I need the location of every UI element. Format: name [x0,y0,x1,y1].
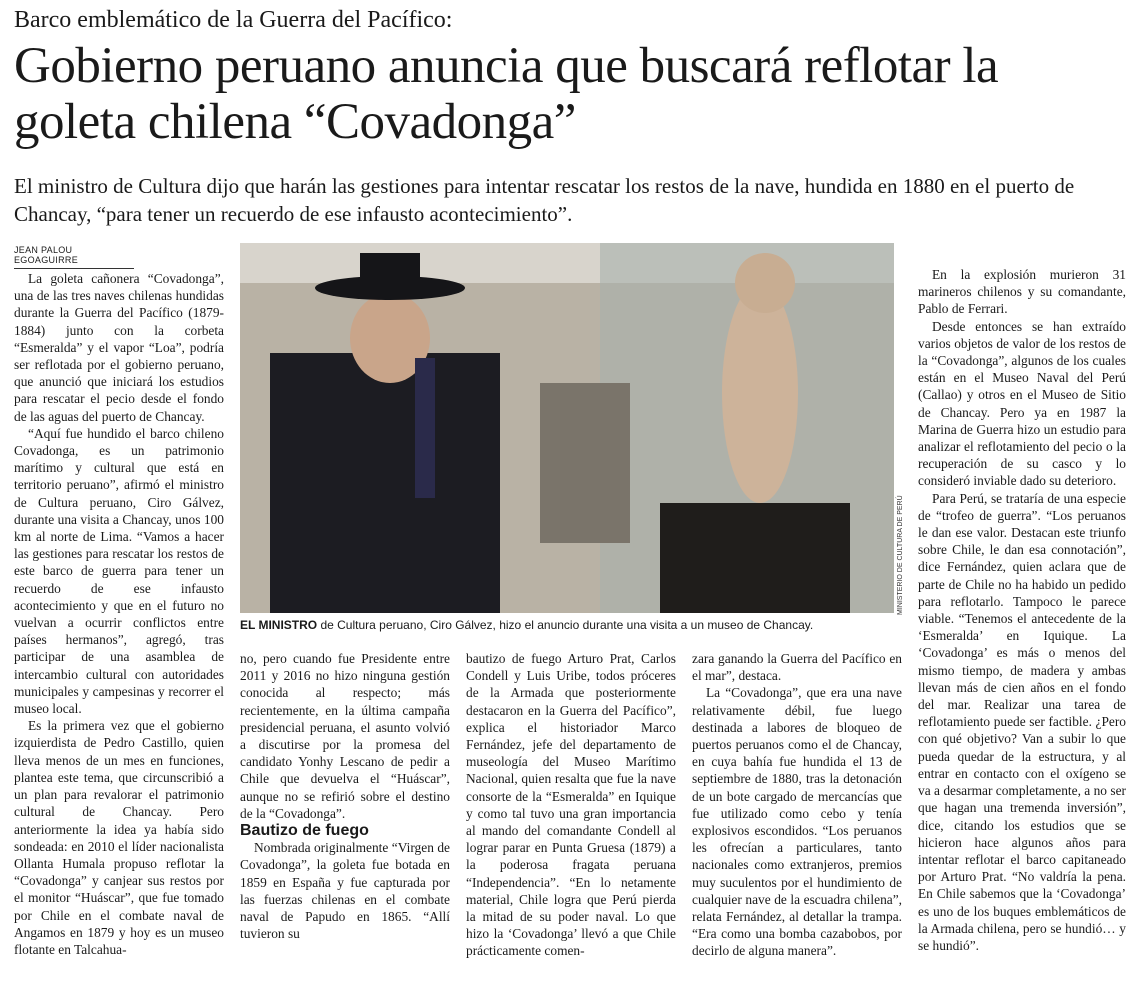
paragraph: Desde entonces se han extraído varios objetos de valor de los restos de la “Covadonga”, algunos de los cuales están en el Museo Naval del Perú (Callao) y otros en el Museo de Sitio de Chancay. Pero ya en 1987 la Marina de Guerra hizo un estudio para analizar el reflotamiento del pecio o la recuperación de su casco y lo consideró inviable dado su deterioro. [918,318,1126,489]
byline: JEAN PALOU EGOAGUIRRE [14,245,134,269]
photo-caption [240,617,900,633]
column-5 [918,266,1126,954]
paragraph: En la explosión murieron 31 marineros chilenos y su comandante, Pablo de Ferrari. [918,267,1126,317]
museum-photo [240,243,894,613]
caption-text: de Cultura peruano, Ciro Gálvez, hizo el anuncio durante una visita a un museo de Chancay. [317,618,814,632]
headline: Gobierno peruano anuncia que buscará reflotar la goleta chilena “Covadonga” [14,38,999,150]
paragraph: bautizo de fuego Arturo Prat, Carlos Condell y Luis Uribe, todos próceres de la Armada que posteriormente destacaron en la Guerra del Pacífico”, explica el historiador Marco Fernández, jefe del departamento de museología del Museo Marítimo Nacional, quien resalta que fue la nave consorte de la “Esmeralda” en Iquique y como tal tuvo una gran importancia al mando del comandante Condell al lograr parar en Punta Gruesa (1879) a la poderosa fragata peruana “Independencia”. “En lo netamente material, Chile logra que Perú pierda la mitad de su poder naval. Lo que hizo la ‘Covadonga’ llevó a que Chile prácticamente comen- [466,651,676,959]
column-3 [466,650,676,960]
kicker: Barco emblemático de la Guerra del Pacífico: [14,7,453,33]
subhead: Bautizo de fuego [240,822,369,840]
paragraph: La goleta cañonera “Covadonga”, una de las tres naves chilenas hundidas durante la Guerra del Pacífico (1879-1884) junto con la corbeta “Esmeralda” y el vapor “Loa”, podría ser reflotada por el gobierno peruano, que anunció que iniciará los estudios para rescatar el pecio desde el fondo de las aguas del puerto de Chancay. [14,271,224,424]
paragraph: Nombrada originalmente “Virgen de Covadonga”, la goleta fue botada en 1859 en España y fue capturada por las fuerzas chilenas en el combate naval de Papudo en 1865. “Allí tuvieron su [240,840,450,942]
paragraph: no, pero cuando fue Presidente entre 2011 y 2016 no hizo ninguna gestión conocida al respecto; más recientemente, en la última campaña presidencial peruana, el asunto volvió a discutirse por la promesa del candidato Yonhy Lescano de pedir a Chile que devuelva el “Huáscar”, aunque no se refirió sobre el destino de la “Covadonga”. [240,651,450,821]
photo-illustration [240,243,894,613]
paragraph: Para Perú, se trataría de una especie de “trofeo de guerra”. “Los peruanos le dan ese valor. Destacan este triunfo sobre Chile, le dan esa connotación”, dice Fernández, quien aclara que de parte de Chile no ha habido un pedido para reflotarlo. Tampoco le parece viable. “Tenemos el antecedente de la ‘Esmeralda’ en Iquique. La ‘Covadonga’ es más o menos del mismo tiempo, de madera y ambas llevan más de cien años en el fondo del mar. Realizar una tarea de reflotamiento puede ser factible. ¿Pero con qué objetivo? Van a subir lo que pueda quedar de la estructura, y al entrar en contacto con el oxígeno se va a desarmar completamente, a no ser que hagan una tremenda inversión”, dice, citando los estudios que se hicieron hace algunos años para intentar reflotar el barco capitaneado por Arturo Prat. “No valdría la pena. En Chile sabemos que la ‘Covadonga’ es uno de los buques emblemáticos de la Armada chilena, pero se hundió… y se hundió”. [918,490,1126,953]
photo-credit: MINISTERIO DE CULTURA DE PERÚ [897,495,904,615]
paragraph: zara ganando la Guerra del Pacífico en el mar”, destaca. [692,651,902,684]
deck: El ministro de Cultura dijo que harán las gestiones para intentar rescatar los restos de la nave, hundida en 1880 en el puerto de Chancay, “para tener un recuerdo de ese infausto acontecimiento”. [14,174,1075,226]
column-4 [692,650,902,960]
column-1 [14,270,224,958]
paragraph: La “Covadonga”, que era una nave relativamente débil, fue luego destinada a labores de bloqueo de puertos peruanos como el de Chancay, en cuya bahía fue hundida el 13 de septiembre de 1880, tras la detonación de un bote cargado de mercancías que fue utilizado como cebo y tenía explosivos escondidos. “Los peruanos les ofrecían a particulares, tanto nacionales como extranjeros, premios muy suculentos por el hundimiento de cualquier nave de la escuadra chilena”, relata Fernández, al detallar la trampa. “Era como una bomba cazabobos, por decirlo de alguna manera”. [692,685,902,959]
paragraph: Es la primera vez que el gobierno izquierdista de Pedro Castillo, quien lleva menos de un mes en funciones, plantea este tema, que circunscribió a un plan para revalorar el patrimonio cultural de Chancay. Pero anteriormente la idea ya había sido sondeada: en 2010 el líder nacionalista Ollanta Humala propuso reflotar la “Covadonga” y canjear sus restos por el monitor “Huáscar”, que fue tomado por Chile en el combate naval de Angamos en 1879 y hoy es un museo flotante en Talcahua- [14,718,224,957]
caption-lead: EL MINISTRO [240,618,318,632]
paragraph: “Aquí fue hundido el barco chileno Covadonga, es un patrimonio marítimo y cultural que está en territorio peruano”, afirmó el ministro de Cultura peruano, Ciro Gálvez, durante una visita a Chancay, unos 100 km al norte de Lima. “Vamos a hacer las gestiones para rescatar los restos de este barco de guerra para tener un recuerdo de ese infausto acontecimiento y que en el futuro no vuelvan a ocurrir conflictos entre países hermanos”, agregó, tras participar de una asamblea de intercambio cultural con autoridades municipales y campesinas y recorrer el museo local. [14,425,224,717]
column-2 [240,650,450,942]
